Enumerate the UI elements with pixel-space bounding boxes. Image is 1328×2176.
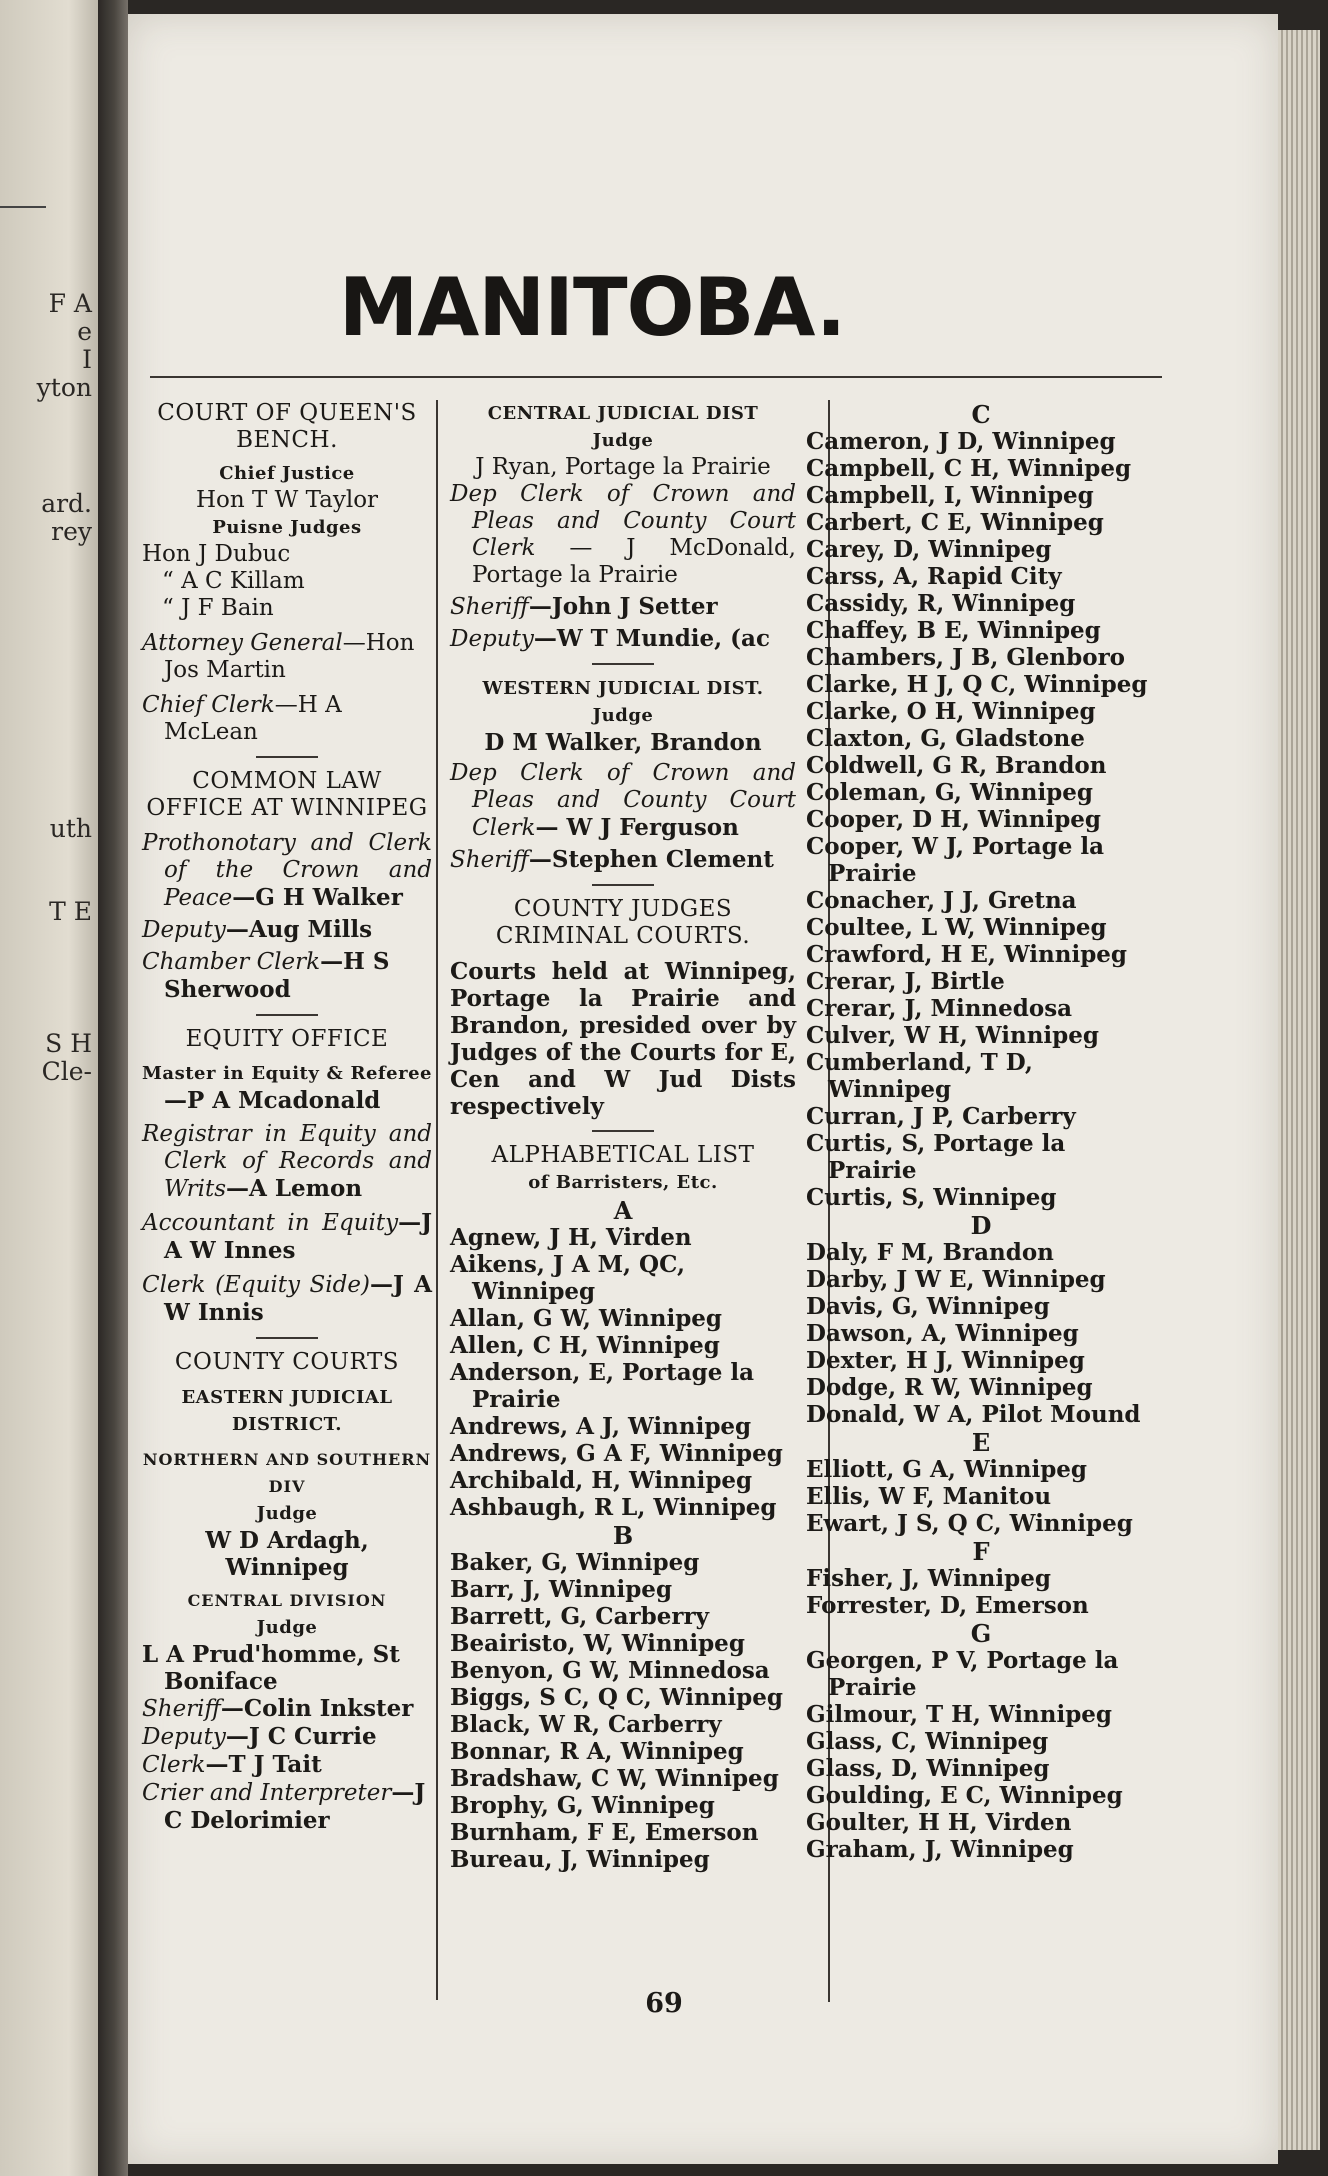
list-item: Curran, J P, Carberry <box>806 1103 1076 1130</box>
barrister-list-g <box>806 1647 1156 1863</box>
book-gutter <box>98 0 128 2176</box>
section-separator <box>256 1337 318 1339</box>
list-item: Brophy, G, Winnipeg <box>450 1792 715 1819</box>
facing-page-fragment: e <box>77 317 92 346</box>
letter-heading: A <box>613 1196 633 1225</box>
barrister-list-f <box>806 1565 1156 1619</box>
official-name: —Colin Inkster <box>220 1695 414 1722</box>
list-item: Bradshaw, C W, Winnipeg <box>450 1765 779 1792</box>
list-item: Glass, D, Winnipeg <box>806 1755 1050 1782</box>
section-separator <box>256 1014 318 1016</box>
role-label: Clerk <box>142 1752 206 1778</box>
list-item: Goulding, E C, Winnipeg <box>806 1782 1123 1809</box>
role-label: Clerk (Equity Side) <box>142 1272 370 1298</box>
letter-heading: D <box>970 1211 992 1240</box>
list-item: Forrester, D, Emerson <box>806 1592 1089 1619</box>
role-label: Sheriff <box>450 594 529 620</box>
official-entry <box>450 593 796 621</box>
official-name: L A Prud'homme, St Boniface <box>142 1641 400 1695</box>
list-item: Dawson, A, Winnipeg <box>806 1320 1079 1347</box>
role-label: Chamber Clerk <box>142 949 321 975</box>
list-item: Cooper, W J, Portage la Prairie <box>806 833 1104 887</box>
barrister-list-d <box>806 1239 1156 1428</box>
subsection-heading: NORTHERN AND SOUTHERN DIV <box>142 1450 432 1496</box>
page-stack-edge <box>1278 30 1320 2150</box>
facing-page-fragment: Cle- <box>41 1057 92 1086</box>
list-item: Crawford, H E, Winnipeg <box>806 941 1128 968</box>
list-item: Culver, W H, Winnipeg <box>806 1022 1099 1049</box>
list-item: Campbell, C H, Winnipeg <box>806 455 1132 482</box>
role-label: Registrar in Equity and Clerk of Records and Writs <box>142 1121 432 1202</box>
official-name: —P A Mcadonald <box>164 1087 381 1114</box>
list-item: Benyon, G W, Minnedosa <box>450 1657 770 1684</box>
list-item: Barr, J, Winnipeg <box>450 1576 673 1603</box>
list-item: Chaffey, B E, Winnipeg <box>806 617 1101 644</box>
list-item: Black, W R, Carberry <box>450 1711 722 1738</box>
facing-page-edge <box>0 0 98 2176</box>
official-entry <box>142 1121 432 1203</box>
list-item: Burnham, F E, Emerson <box>450 1819 759 1846</box>
section-separator <box>256 756 318 758</box>
list-item: Andrews, G A F, Winnipeg <box>450 1440 783 1467</box>
list-item: Chambers, J B, Glenboro <box>806 644 1126 671</box>
section-heading: COUNTY JUDGES CRIMINAL COURTS. <box>495 896 751 949</box>
official-name: —J C Currie <box>225 1723 377 1750</box>
subsection-heading: WESTERN JUDICIAL DIST. <box>482 678 764 699</box>
barrister-list-a <box>450 1224 796 1521</box>
list-item: Georgen, P V, Portage la Prairie <box>806 1647 1119 1701</box>
list-item: Daly, F M, Brandon <box>806 1239 1054 1266</box>
list-item: Carss, A, Rapid City <box>806 563 1062 590</box>
role-label: Deputy <box>450 626 534 652</box>
facing-page-fragment: uth <box>49 814 92 843</box>
official-name: J Ryan, Portage la Prairie <box>475 454 771 480</box>
official-entry <box>142 948 432 1004</box>
role-heading: Judge <box>592 430 654 451</box>
official-entry <box>450 760 796 842</box>
official-name: —G H Walker <box>232 884 403 911</box>
subsection-heading: EASTERN JUDICIAL DISTRICT. <box>181 1387 393 1435</box>
official-entry <box>142 1723 432 1751</box>
list-item: Beairisto, W, Winnipeg <box>450 1630 745 1657</box>
facing-page-fragment: F A <box>48 289 92 318</box>
barrister-list-e <box>806 1456 1156 1537</box>
list-item: Clarke, H J, Q C, Winnipeg <box>806 671 1148 698</box>
official-entry <box>142 1209 432 1265</box>
official-entry <box>142 692 432 746</box>
letter-heading: E <box>971 1428 991 1457</box>
list-item: Allen, C H, Winnipeg <box>450 1332 720 1359</box>
facing-page-fragment: T E <box>49 897 92 926</box>
role-label: Master in Equity & Referee <box>142 1063 432 1084</box>
list-item: Fisher, J, Winnipeg <box>806 1565 1051 1592</box>
role-label: Deputy <box>142 1724 226 1750</box>
list-item: Ellis, W F, Manitou <box>806 1483 1052 1510</box>
official-entry <box>142 830 432 912</box>
list-item: Dodge, R W, Winnipeg <box>806 1374 1093 1401</box>
title-rule <box>150 376 1162 378</box>
official-name: “ J F Bain <box>162 595 274 621</box>
list-item: Cumberland, T D, Winnipeg <box>806 1049 1033 1103</box>
official-entry <box>142 916 432 944</box>
list-item: Barrett, G, Carberry <box>450 1603 709 1630</box>
section-separator <box>592 1130 654 1132</box>
subsection-heading: CENTRAL JUDICIAL DIST <box>487 403 759 424</box>
list-item: Bonnar, R A, Winnipeg <box>450 1738 744 1765</box>
official-name: —John J Setter <box>528 593 718 620</box>
role-label: Accountant in Equity <box>142 1210 399 1236</box>
list-item: Cooper, D H, Winnipeg <box>806 806 1102 833</box>
letter-heading: F <box>972 1537 990 1566</box>
list-item: Crerar, J, Minnedosa <box>806 995 1073 1022</box>
role-label: Crier and Interpreter <box>142 1780 392 1806</box>
section-separator <box>592 884 654 886</box>
list-item: Aikens, J A M, QC, Winnipeg <box>450 1251 685 1305</box>
list-item: Claxton, G, Gladstone <box>806 725 1085 752</box>
list-item: Allan, G W, Winnipeg <box>450 1305 723 1332</box>
official-name: —Hon Jos Martin <box>164 630 415 683</box>
role-label: Chief Clerk <box>142 692 275 718</box>
list-item: Andrews, A J, Winnipeg <box>450 1413 752 1440</box>
official-name: —H S Sherwood <box>164 948 390 1003</box>
list-item: Elliott, G A, Winnipeg <box>806 1456 1087 1483</box>
column-districts <box>450 400 796 2158</box>
official-entry <box>142 1779 432 1835</box>
list-item: Baker, G, Winnipeg <box>450 1549 700 1576</box>
list-item: Coleman, G, Winnipeg <box>806 779 1093 806</box>
list-item: Campbell, I, Winnipeg <box>806 482 1094 509</box>
role-heading: Judge <box>256 1617 318 1638</box>
list-item: Agnew, J H, Virden <box>450 1224 692 1251</box>
list-item: Donald, W A, Pilot Mound <box>806 1401 1141 1428</box>
list-item: Ewart, J S, Q C, Winnipeg <box>806 1510 1133 1537</box>
list-item: Coultee, L W, Winnipeg <box>806 914 1107 941</box>
courts-note: Courts held at Winnipeg, Portage la Prairie and Brandon, presided over by Judges of the Courts for E, Cen and W Jud Dists respectively <box>450 958 796 1120</box>
list-item: Ashbaugh, R L, Winnipeg <box>450 1494 777 1521</box>
official-entry <box>142 1751 432 1779</box>
page-number: 69 <box>645 1988 683 2019</box>
list-item: Graham, J, Winnipeg <box>806 1836 1074 1863</box>
letter-heading: C <box>971 400 991 429</box>
list-item: Glass, C, Winnipeg <box>806 1728 1049 1755</box>
official-entry <box>450 846 796 874</box>
official-name: —J C Delorimier <box>164 1779 426 1834</box>
section-heading: EQUITY OFFICE <box>185 1026 389 1052</box>
official-name: W D Ardagh, Winnipeg <box>205 1527 369 1581</box>
list-item: Carey, D, Winnipeg <box>806 536 1052 563</box>
role-label: Deputy <box>142 917 226 943</box>
role-heading: Chief Justice <box>219 463 355 484</box>
official-name: — J McDonald, Portage la Prairie <box>472 535 796 588</box>
official-name: —Stephen Clement <box>528 846 774 873</box>
column-barristers <box>806 400 1156 2158</box>
list-item: Goulter, H H, Virden <box>806 1809 1072 1836</box>
official-entry <box>142 630 432 684</box>
official-name: Hon J Dubuc <box>142 541 291 567</box>
role-label: Dep Clerk of Crown and Pleas and County Court Clerk <box>450 481 796 561</box>
list-item: Darby, J W E, Winnipeg <box>806 1266 1106 1293</box>
section-heading: COURT OF QUEEN'S BENCH. <box>157 400 417 453</box>
official-name: “ A C Killam <box>162 568 305 594</box>
section-separator <box>592 663 654 665</box>
list-item: Crerar, J, Birtle <box>806 968 1005 995</box>
official-entry <box>142 1695 432 1723</box>
list-item: Cassidy, R, Winnipeg <box>806 590 1076 617</box>
role-heading: Puisne Judges <box>212 517 362 538</box>
official-name: —A Lemon <box>226 1175 363 1202</box>
section-heading: COUNTY COURTS <box>174 1349 400 1375</box>
official-entry <box>450 481 796 589</box>
official-name: —J A W Innis <box>164 1271 432 1326</box>
column-courts <box>142 400 432 2158</box>
official-name: — W J Ferguson <box>535 814 739 841</box>
role-label: Dep Clerk of Crown and Pleas and County Court Clerk <box>450 760 796 841</box>
official-name: —T J Tait <box>205 1751 322 1778</box>
role-heading: Judge <box>256 1503 318 1524</box>
subsection-heading: CENTRAL DIVISION <box>187 1591 387 1610</box>
list-item: Bureau, J, Winnipeg <box>450 1846 710 1873</box>
role-label: Prothonotary and Clerk of the Crown and Peace <box>142 830 432 911</box>
list-item: Dexter, H J, Winnipeg <box>806 1347 1085 1374</box>
page-title: MANITOBA. <box>338 261 846 354</box>
list-item: Carbert, C E, Winnipeg <box>806 509 1104 536</box>
facing-page-fragment: rey <box>51 517 92 546</box>
letter-heading: G <box>970 1619 992 1648</box>
official-name: —H A McLean <box>164 692 342 745</box>
list-item: Gilmour, T H, Winnipeg <box>806 1701 1112 1728</box>
facing-page-rule <box>0 206 46 208</box>
official-name: —J A W Innes <box>164 1209 432 1264</box>
section-heading: COMMON LAW OFFICE AT WINNIPEG <box>146 768 428 821</box>
subsection-heading: of Barristers, Etc. <box>528 1172 718 1193</box>
list-item: Clarke, O H, Winnipeg <box>806 698 1096 725</box>
list-item: Davis, G, Winnipeg <box>806 1293 1050 1320</box>
official-entry <box>142 1271 432 1327</box>
list-item: Anderson, E, Portage la Prairie <box>450 1359 754 1413</box>
role-label: Sheriff <box>142 1696 221 1722</box>
letter-heading: B <box>612 1521 634 1550</box>
barrister-list-c <box>806 428 1156 1211</box>
list-item: Biggs, S C, Q C, Winnipeg <box>450 1684 783 1711</box>
column-divider <box>436 400 438 2000</box>
facing-page-fragment: I <box>82 345 92 374</box>
facing-page-fragment: ard. <box>41 489 92 518</box>
facing-page-fragment: S H <box>45 1029 92 1058</box>
list-item: Conacher, J J, Gretna <box>806 887 1077 914</box>
official-name: —Aug Mills <box>225 916 373 943</box>
list-item: Curtis, S, Winnipeg <box>806 1184 1057 1211</box>
role-heading: Judge <box>592 705 654 726</box>
official-name: Hon T W Taylor <box>195 487 379 513</box>
official-name: D M Walker, Brandon <box>484 729 762 756</box>
list-item: Curtis, S, Portage la Prairie <box>806 1130 1066 1184</box>
list-item: Coldwell, G R, Brandon <box>806 752 1107 779</box>
role-label: Attorney General <box>142 630 343 656</box>
facing-page-fragment: yton <box>36 373 92 402</box>
official-name: —W T Mundie, (ac <box>533 625 770 652</box>
list-item: Cameron, J D, Winnipeg <box>806 428 1116 455</box>
section-heading: ALPHABETICAL LIST <box>491 1142 755 1168</box>
barrister-list-b <box>450 1549 796 1873</box>
role-label: Sheriff <box>450 847 529 873</box>
list-item: Archibald, H, Winnipeg <box>450 1467 753 1494</box>
official-entry <box>450 625 796 653</box>
official-entry <box>142 1059 432 1115</box>
